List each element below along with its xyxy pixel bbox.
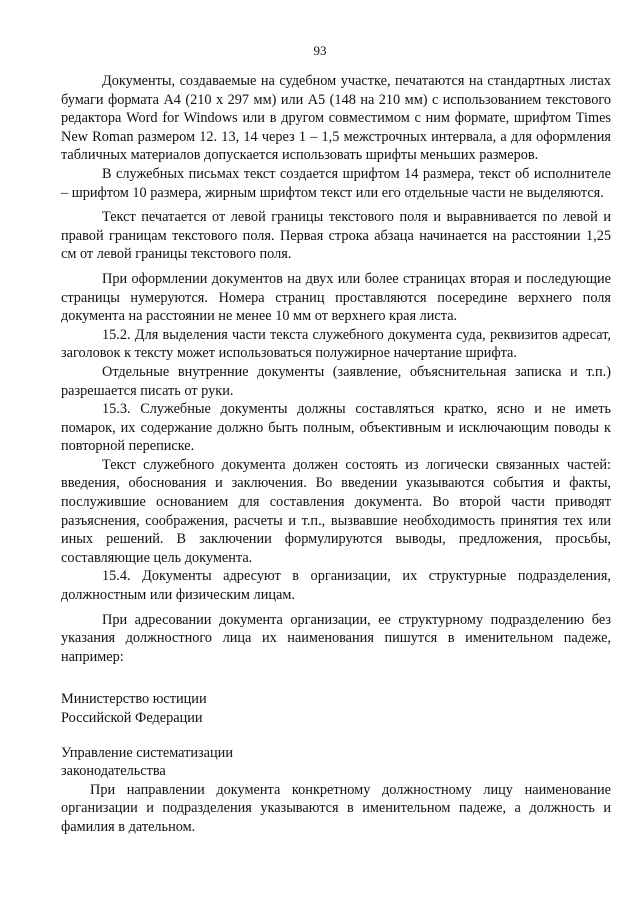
paragraph-15-3: 15.3. Служебные документы должны составляться кратко, ясно и не иметь помарок, их содержание должно быть полным, объективным и исключающим поводы к повторной переписке. [61,401,611,455]
address-example-ministry [61,690,611,727]
paragraph-letter-font: В служебных письмах текст создается шрифтом 14 размера, текст об исполнителе – шрифтом 10 размера, жирным шрифтом текст или его отдельные части не выделяются. [61,165,611,201]
paragraph-document-format: Документы, создаваемые на судебном участке, печатаются на стандартных листах бумаги формата А4 (210 х 297 мм) или А5 (148 на 210 мм) с использованием текстового редактора Word for Windows или в другом совместимом с ним формате, шрифтом Times New Roman размером 12. 13, 14 через 1 – 1,5 межстрочных интервала, а для оформления табличных материалов допускается использовать шрифты меньших размеров. [61,73,611,164]
paragraph-document-structure: Текст служебного документа должен состоять из логически связанных частей: введения, обоснования и заключения. Во введении указываются события и факты, послужившие основанием для составления документа. Во второй части приводят разъяснения, соображения, расчеты и т.п., вызвавшие необходимость принятия тех или иных решений. В заключении формулируются выводы, предложения, просьбы, составляющие цель документа. [61,456,611,566]
paragraph-official-addressing: При направлении документа конкретному должностному лицу наименование организации и подразделения указываются в именительном падеже, а должность и фамилия в дательном. [61,781,611,835]
paragraph-handwritten-docs: Отдельные внутренние документы (заявление, объяснительная записка и т.п.) разрешается писать от руки. [61,363,611,399]
address-example-department [61,744,611,781]
document-body [61,72,611,837]
paragraph-addressing: При адресовании документа организации, ее структурному подразделению без указания должностного лица их наименования пишутся в именительном падеже, например: [61,611,611,665]
paragraph-text-alignment: Текст печатается от левой границы текстового поля и выравнивается по левой и правой границам текстового поля. Первая строка абзаца начинается на расстоянии 1,25 см от левой границы текстового поля. [61,209,611,263]
address-line: Министерство юстиции [61,691,207,708]
address-line: законодательства [61,763,166,780]
page-number: 93 [313,43,327,58]
address-line: Управление систематизации [61,744,233,761]
paragraph-page-numbering: При оформлении документов на двух или более страницах вторая и последующие страницы нумеруются. Номера страниц проставляются посередине верхнего поля документа на расстоянии не менее 10 мм от верхнего края листа. [61,270,611,325]
address-line: Российской Федерации [61,710,203,726]
paragraph-15-4: 15.4. Документы адресуют в организации, их структурные подразделения, должностным или физическим лицам. [61,568,611,604]
paragraph-15-2: 15.2. Для выделения части текста служебного документа суда, реквизитов адресат, заголовок к тексту может использоваться полужирное начертание шрифта. [61,326,611,362]
